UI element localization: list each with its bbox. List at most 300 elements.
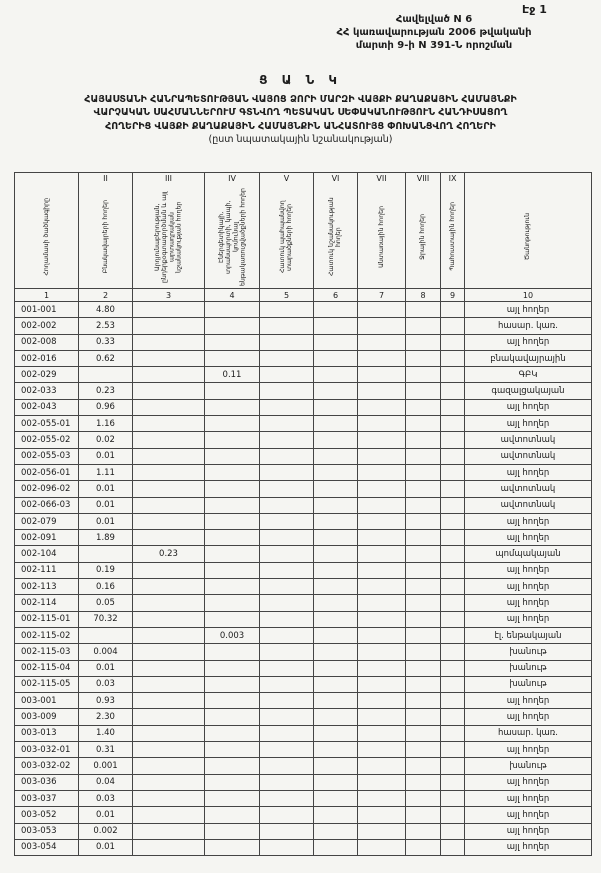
- area-value: 0.01: [79, 807, 133, 823]
- area-value: [260, 611, 314, 627]
- parcel-code: 002-008: [15, 334, 79, 350]
- column-number-row: [15, 289, 592, 302]
- parcel-code: 003-013: [15, 725, 79, 741]
- area-value: [358, 546, 406, 562]
- parcel-code: 002-115-03: [15, 644, 79, 660]
- table-row: [15, 660, 592, 676]
- parcel-code: 002-104: [15, 546, 79, 562]
- area-value: 0.01: [79, 497, 133, 513]
- column-number-8: 8: [406, 289, 441, 302]
- area-value: [205, 416, 260, 432]
- area-value: [406, 383, 441, 399]
- area-value: [260, 367, 314, 383]
- area-value: 1.89: [79, 530, 133, 546]
- area-value: [79, 627, 133, 643]
- area-value: [406, 807, 441, 823]
- area-value: [260, 660, 314, 676]
- area-value: [205, 497, 260, 513]
- area-value: [205, 448, 260, 464]
- parcel-code: 002-055-01: [15, 416, 79, 432]
- parcel-code: 002-002: [15, 318, 79, 334]
- area-value: [406, 530, 441, 546]
- area-value: [133, 790, 205, 806]
- appendix-line: Հավելված N 6: [395, 14, 473, 25]
- table-row: [15, 432, 592, 448]
- column-number-9: 9: [441, 289, 465, 302]
- area-value: [314, 530, 358, 546]
- area-value: [205, 302, 260, 318]
- area-value: [441, 399, 465, 415]
- area-value: 0.03: [79, 676, 133, 692]
- area-value: [406, 627, 441, 643]
- column-roman-numeral: V: [283, 174, 290, 183]
- area-value: [358, 742, 406, 758]
- parcel-code: 003-036: [15, 774, 79, 790]
- column-header-label: Պահուստային հողեր: [448, 202, 456, 271]
- area-value: [314, 660, 358, 676]
- parcel-code: 003-053: [15, 823, 79, 839]
- area-value: [358, 432, 406, 448]
- area-value: [441, 774, 465, 790]
- area-value: [133, 481, 205, 497]
- table-row: [15, 579, 592, 595]
- note-cell: այլ հողեր: [465, 334, 592, 350]
- area-value: [441, 644, 465, 660]
- area-value: [133, 839, 205, 855]
- area-value: [441, 627, 465, 643]
- area-value: 1.11: [79, 464, 133, 480]
- area-value: [358, 758, 406, 774]
- area-value: [260, 644, 314, 660]
- area-value: 0.01: [79, 660, 133, 676]
- parcel-code: 002-066-03: [15, 497, 79, 513]
- area-value: [358, 644, 406, 660]
- area-value: [406, 562, 441, 578]
- area-value: [406, 611, 441, 627]
- area-value: [260, 823, 314, 839]
- area-value: [133, 350, 205, 366]
- table-row: [15, 627, 592, 643]
- area-value: 1.40: [79, 725, 133, 741]
- area-value: [260, 318, 314, 334]
- note-cell: խանութ: [465, 660, 592, 676]
- area-value: [441, 823, 465, 839]
- column-roman-numeral: II: [103, 174, 108, 183]
- land-table: [14, 172, 592, 856]
- column-roman-numeral: VIII: [416, 174, 430, 183]
- area-value: 0.002: [79, 823, 133, 839]
- area-value: [314, 481, 358, 497]
- column-number-3: 3: [133, 289, 205, 302]
- column-roman-numeral: IV: [228, 174, 236, 183]
- area-value: [133, 627, 205, 643]
- table-row: [15, 790, 592, 806]
- title-line: ՀԱՅԱՍՏԱՆԻ ՀԱՆՐԱՊԵՏՈՒԹՅԱՆ ՎԱՅՈՑ ՁՈՐԻ ՄԱՐԶԻ ՎԱՅՔԻ ՔԱՂԱՔԱՅԻՆ ՀԱՄԱՅՆՔԻ: [84, 94, 517, 105]
- area-value: 0.01: [79, 448, 133, 464]
- area-value: [205, 774, 260, 790]
- table-row: [15, 416, 592, 432]
- column-header-label: Անտառային հողեր: [377, 205, 385, 268]
- area-value: [133, 334, 205, 350]
- area-value: [314, 676, 358, 692]
- table-row: [15, 302, 592, 318]
- parcel-code: 002-115-02: [15, 627, 79, 643]
- column-header-6: [314, 173, 358, 289]
- note-cell: այլ հողեր: [465, 416, 592, 432]
- area-value: 0.01: [79, 481, 133, 497]
- note-cell: այլ հողեր: [465, 709, 592, 725]
- area-value: 0.23: [133, 546, 205, 562]
- area-value: [358, 660, 406, 676]
- note-cell: այլ հողեր: [465, 302, 592, 318]
- area-value: [260, 399, 314, 415]
- area-value: [260, 546, 314, 562]
- area-value: [260, 416, 314, 432]
- area-value: [205, 464, 260, 480]
- area-value: [260, 595, 314, 611]
- column-number-2: 2: [79, 289, 133, 302]
- area-value: [205, 839, 260, 855]
- area-value: [205, 513, 260, 529]
- parcel-code: 003-032-02: [15, 758, 79, 774]
- table-row: [15, 742, 592, 758]
- note-cell: գազալցակայան: [465, 383, 592, 399]
- area-value: 0.02: [79, 432, 133, 448]
- area-value: [314, 383, 358, 399]
- column-header-3: [133, 173, 205, 289]
- table-row: [15, 644, 592, 660]
- area-value: [314, 546, 358, 562]
- parcel-code: 002-113: [15, 579, 79, 595]
- parcel-code: 001-001: [15, 302, 79, 318]
- area-value: [205, 758, 260, 774]
- column-header-label: Հատուկ նշանակության հողեր: [328, 197, 343, 276]
- note-cell: այլ հողեր: [465, 823, 592, 839]
- area-value: [406, 448, 441, 464]
- area-value: [406, 318, 441, 334]
- area-value: 0.003: [205, 627, 260, 643]
- column-header-label: Ծանոթություն: [524, 212, 532, 261]
- area-value: [358, 595, 406, 611]
- area-value: [260, 350, 314, 366]
- area-value: [441, 579, 465, 595]
- area-value: [406, 367, 441, 383]
- area-value: [205, 481, 260, 497]
- area-value: [133, 823, 205, 839]
- note-cell: այլ հողեր: [465, 579, 592, 595]
- area-value: [314, 644, 358, 660]
- area-value: [133, 758, 205, 774]
- table-row: [15, 497, 592, 513]
- area-value: [314, 318, 358, 334]
- area-value: [79, 367, 133, 383]
- area-value: [441, 693, 465, 709]
- area-value: [133, 725, 205, 741]
- area-value: 2.53: [79, 318, 133, 334]
- column-header-label: Էներգետիկայի, տրանսպորտի, կապի, կոմունալ ենթակառուցվածքների հողեր: [217, 187, 247, 286]
- area-value: [260, 562, 314, 578]
- area-value: [358, 302, 406, 318]
- area-value: [314, 725, 358, 741]
- area-value: [441, 350, 465, 366]
- area-value: [133, 530, 205, 546]
- note-cell: այլ հողեր: [465, 562, 592, 578]
- column-header-label: Հատուկ պահպանվող տարածքների հողեր: [279, 200, 294, 273]
- area-value: [406, 579, 441, 595]
- area-value: [358, 774, 406, 790]
- parcel-code: 002-029: [15, 367, 79, 383]
- area-value: [205, 350, 260, 366]
- area-value: [314, 562, 358, 578]
- area-value: [260, 725, 314, 741]
- parcel-code: 002-056-01: [15, 464, 79, 480]
- area-value: [358, 725, 406, 741]
- area-value: [441, 790, 465, 806]
- area-value: [260, 530, 314, 546]
- column-header-2: [79, 173, 133, 289]
- area-value: [406, 497, 441, 513]
- parcel-code: 003-032-01: [15, 742, 79, 758]
- note-cell: ավտոտնակ: [465, 432, 592, 448]
- area-value: [441, 432, 465, 448]
- area-value: [441, 758, 465, 774]
- area-value: [406, 676, 441, 692]
- area-value: [441, 448, 465, 464]
- area-value: [260, 807, 314, 823]
- area-value: [358, 562, 406, 578]
- area-value: [314, 497, 358, 513]
- area-value: [406, 432, 441, 448]
- area-value: [205, 693, 260, 709]
- area-value: [406, 416, 441, 432]
- area-value: [205, 660, 260, 676]
- area-value: [441, 725, 465, 741]
- note-cell: հասար. կառ.: [465, 318, 592, 334]
- area-value: [441, 611, 465, 627]
- area-value: 0.23: [79, 383, 133, 399]
- note-cell: այլ հողեր: [465, 742, 592, 758]
- area-value: [133, 807, 205, 823]
- column-header-label: Ջրային հողեր: [419, 213, 427, 260]
- note-cell: այլ հողեր: [465, 807, 592, 823]
- area-value: [133, 709, 205, 725]
- parcel-code: 003-037: [15, 790, 79, 806]
- area-value: [406, 790, 441, 806]
- area-value: [133, 644, 205, 660]
- area-value: [441, 807, 465, 823]
- column-number-4: 4: [205, 289, 260, 302]
- parcel-code: 002-043: [15, 399, 79, 415]
- appendix-block: [268, 13, 600, 52]
- area-value: [133, 399, 205, 415]
- area-value: [314, 823, 358, 839]
- table-row: [15, 399, 592, 415]
- table-row: [15, 676, 592, 692]
- parcel-code: 002-115-01: [15, 611, 79, 627]
- table-row: [15, 383, 592, 399]
- area-value: [133, 562, 205, 578]
- area-value: [314, 742, 358, 758]
- area-value: [406, 660, 441, 676]
- area-value: [406, 709, 441, 725]
- area-value: [314, 464, 358, 480]
- area-value: 0.05: [79, 595, 133, 611]
- area-value: [441, 416, 465, 432]
- area-value: [358, 627, 406, 643]
- area-value: [260, 709, 314, 725]
- column-header-5: [260, 173, 314, 289]
- note-cell: ավտոտնակ: [465, 448, 592, 464]
- area-value: [260, 676, 314, 692]
- parcel-code: 003-054: [15, 839, 79, 855]
- note-cell: այլ հողեր: [465, 513, 592, 529]
- area-value: [406, 725, 441, 741]
- note-cell: խանութ: [465, 644, 592, 660]
- area-value: [260, 497, 314, 513]
- table-row: [15, 595, 592, 611]
- note-cell: այլ հողեր: [465, 399, 592, 415]
- parcel-code: 003-052: [15, 807, 79, 823]
- area-value: [133, 416, 205, 432]
- column-number-10: 10: [465, 289, 592, 302]
- note-cell: ավտոտնակ: [465, 497, 592, 513]
- area-value: [358, 367, 406, 383]
- area-value: 0.96: [79, 399, 133, 415]
- column-header-7: [358, 173, 406, 289]
- area-value: [133, 513, 205, 529]
- parcel-code: 002-096-02: [15, 481, 79, 497]
- area-value: [260, 432, 314, 448]
- area-value: [260, 693, 314, 709]
- area-value: [205, 644, 260, 660]
- table-row: [15, 725, 592, 741]
- area-value: [358, 416, 406, 432]
- area-value: [406, 350, 441, 366]
- column-header-9: [441, 173, 465, 289]
- area-value: 0.11: [205, 367, 260, 383]
- table-row: [15, 464, 592, 480]
- table-row: [15, 611, 592, 627]
- table-row: [15, 758, 592, 774]
- area-value: [358, 676, 406, 692]
- area-value: [314, 790, 358, 806]
- table-row: [15, 839, 592, 855]
- note-cell: այլ հողեր: [465, 774, 592, 790]
- area-value: [205, 383, 260, 399]
- column-roman-numeral: VII: [376, 174, 387, 183]
- title-line: ՎԱՐՉԱԿԱՆ ՍԱՀՄԱՆՆԵՐՈՒՄ ԳՏՆՎՈՂ ՊԵՏԱԿԱՆ ՍԵՓԱԿԱՆՈՒԹՅՈՒՆ ՀԱՆԴԻՍԱՑՈՂ: [93, 107, 508, 119]
- area-value: [133, 676, 205, 692]
- parcel-code: 002-055-03: [15, 448, 79, 464]
- area-value: [358, 481, 406, 497]
- parcel-code: 002-033: [15, 383, 79, 399]
- area-value: [358, 579, 406, 595]
- area-value: [205, 807, 260, 823]
- area-value: [260, 481, 314, 497]
- area-value: [260, 790, 314, 806]
- area-value: [79, 546, 133, 562]
- area-value: [314, 513, 358, 529]
- area-value: [314, 611, 358, 627]
- area-value: [133, 318, 205, 334]
- area-value: [441, 302, 465, 318]
- table-row: [15, 350, 592, 366]
- note-cell: պոմպակայան: [465, 546, 592, 562]
- area-value: [358, 350, 406, 366]
- table-row: [15, 823, 592, 839]
- area-value: [441, 676, 465, 692]
- area-value: [406, 774, 441, 790]
- parcel-code: 003-009: [15, 709, 79, 725]
- note-cell: ԳԲԿ: [465, 367, 592, 383]
- parcel-code: 002-091: [15, 530, 79, 546]
- area-value: 0.001: [79, 758, 133, 774]
- doc-title: Ց Ա Ն Կ: [259, 73, 342, 87]
- appendix-line: ՀՀ կառավարության 2006 թվականի: [336, 27, 532, 38]
- area-value: [133, 660, 205, 676]
- area-value: [133, 611, 205, 627]
- area-value: [406, 481, 441, 497]
- column-number-6: 6: [314, 289, 358, 302]
- area-value: [314, 807, 358, 823]
- area-value: [314, 627, 358, 643]
- table-row: [15, 530, 592, 546]
- area-value: [358, 448, 406, 464]
- column-header-label: Արդյունաբերության, ընդերքօգտագործման և այլ արտադրական նշանակության հողեր: [154, 190, 183, 283]
- column-roman-numeral: IX: [448, 174, 457, 183]
- area-value: [205, 318, 260, 334]
- table-row: [15, 562, 592, 578]
- area-value: [260, 513, 314, 529]
- table-header-row: [15, 173, 592, 289]
- area-value: [441, 839, 465, 855]
- area-value: [260, 774, 314, 790]
- area-value: [358, 530, 406, 546]
- area-value: 0.01: [79, 513, 133, 529]
- area-value: [358, 318, 406, 334]
- area-value: [260, 334, 314, 350]
- table-row: [15, 546, 592, 562]
- parcel-code: 002-111: [15, 562, 79, 578]
- parcel-code: 002-079: [15, 513, 79, 529]
- area-value: [205, 823, 260, 839]
- note-cell: այլ հողեր: [465, 530, 592, 546]
- area-value: [314, 399, 358, 415]
- area-value: [133, 383, 205, 399]
- parcel-code: 002-115-05: [15, 676, 79, 692]
- area-value: [314, 693, 358, 709]
- note-cell: խանութ: [465, 676, 592, 692]
- note-cell: այլ հողեր: [465, 839, 592, 855]
- area-value: [205, 676, 260, 692]
- area-value: [314, 350, 358, 366]
- area-value: [260, 627, 314, 643]
- note-cell: ավտոտնակ: [465, 481, 592, 497]
- area-value: [205, 725, 260, 741]
- column-number-5: 5: [260, 289, 314, 302]
- area-value: [358, 464, 406, 480]
- area-value: [260, 302, 314, 318]
- column-number-1: 1: [15, 289, 79, 302]
- area-value: [441, 546, 465, 562]
- area-value: [133, 497, 205, 513]
- area-value: [441, 709, 465, 725]
- note-cell: բնակավայրային: [465, 350, 592, 366]
- area-value: 0.93: [79, 693, 133, 709]
- area-value: [406, 464, 441, 480]
- area-value: [441, 513, 465, 529]
- note-cell: այլ հողեր: [465, 595, 592, 611]
